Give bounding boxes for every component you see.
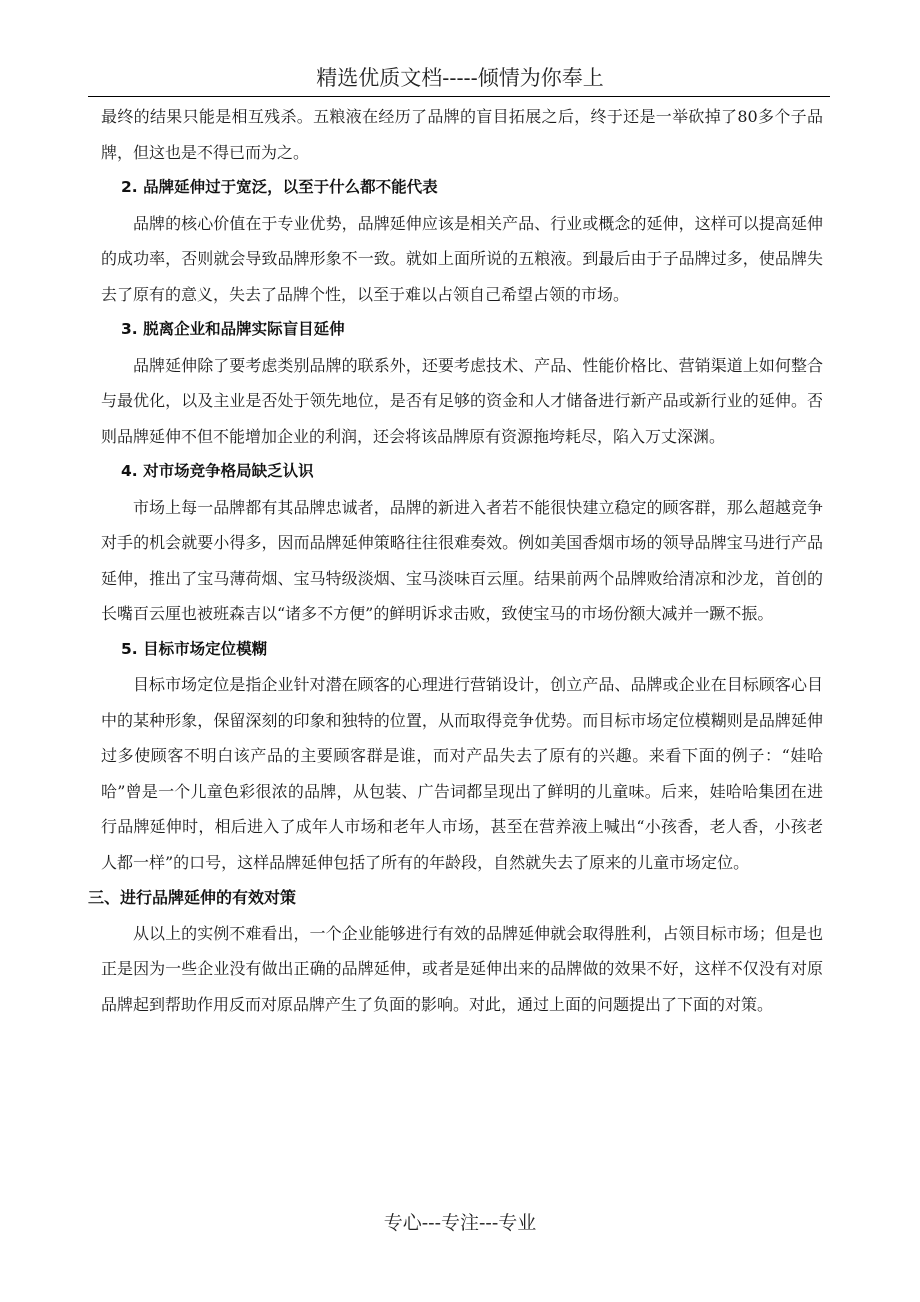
subheading: 4. 对市场竞争格局缺乏认识 [121, 462, 314, 480]
section-heading: 三、进行品牌延伸的有效对策 [88, 888, 297, 907]
header-divider [88, 96, 830, 97]
document-body [88, 99, 823, 1022]
paragraph: 市场上每一品牌都有其品牌忠诚者，品牌的新进入者若不能很快建立稳定的顾客群，那么超越竞争对手的机会就要小得多，因而品牌延伸策略往往很难奏效。例如美国香烟市场的领导品牌宝马进行产品延伸，推出了宝马薄荷烟、宝马特级淡烟、宝马淡味百云厘。结果前两个品牌败给清凉和沙龙，首创的长嘴百云厘也被班森吉以“诸多不方便”的鲜明诉求击败，致使宝马的市场份额大减并一蹶不振。 [101, 497, 823, 623]
paragraph: 品牌的核心价值在于专业优势，品牌延伸应该是相关产品、行业或概念的延伸，这样可以提高延伸的成功率，否则就会导致品牌形象不一致。就如上面所说的五粮液。到最后由于子品牌过多，使品牌失去了原有的意义，失去了品牌个性，以至于难以占领自己希望占领的市场。 [101, 213, 823, 304]
paragraph: 从以上的实例不难看出，一个企业能够进行有效的品牌延伸就会取得胜利，占领目标市场；但是也正是因为一些企业没有做出正确的品牌延伸，或者是延伸出来的品牌做的效果不好，这样不仅没有对原品牌起到帮助作用反而对原品牌产生了负面的影响。对此，通过上面的问题提出了下面的对策。 [101, 923, 823, 1014]
page-header: 精选优质文档-----倾情为你奉上 [316, 66, 604, 90]
paragraph: 品牌延伸除了要考虑类别品牌的联系外，还要考虑技术、产品、性能价格比、营销渠道上如何整合与最优化，以及主业是否处于领先地位，是否有足够的资金和人才储备进行新产品或新行业的延伸。否则品牌延伸不但不能增加企业的利润，还会将该品牌原有资源拖垮耗尽，陷入万丈深渊。 [101, 355, 823, 446]
subheading: 2. 品牌延伸过于宽泛，以至于什么都不能代表 [121, 178, 438, 196]
paragraph: 目标市场定位是指企业针对潜在顾客的心理进行营销设计，创立产品、品牌或企业在目标顾客心目中的某种形象，保留深刻的印象和独特的位置，从而取得竞争优势。而目标市场定位模糊则是品牌延伸过多使顾客不明白该产品的主要顾客群是谁，而对产品失去了原有的兴趣。来看下面的例子：“娃哈哈”曾是一个儿童色彩很浓的品牌，从包装、广告词都呈现出了鲜明的儿童味。后来，娃哈哈集团在进行品牌延伸时，相后进入了成年人市场和老年人市场，甚至在营养液上喊出“小孩香，老人香，小孩老人都一样”的口号，这样品牌延伸包括了所有的年龄段，自然就失去了原来的儿童市场定位。 [101, 675, 823, 872]
subheading: 3. 脱离企业和品牌实际盲目延伸 [121, 320, 345, 338]
page-footer: 专心---专注---专业 [383, 1212, 537, 1234]
subheading: 5. 目标市场定位模糊 [121, 639, 268, 658]
paragraph: 最终的结果只能是相互残杀。五粮液在经历了品牌的盲目拓展之后，终于还是一举砍掉了80多个子品牌，但这也是不得已而为之。 [101, 107, 823, 162]
